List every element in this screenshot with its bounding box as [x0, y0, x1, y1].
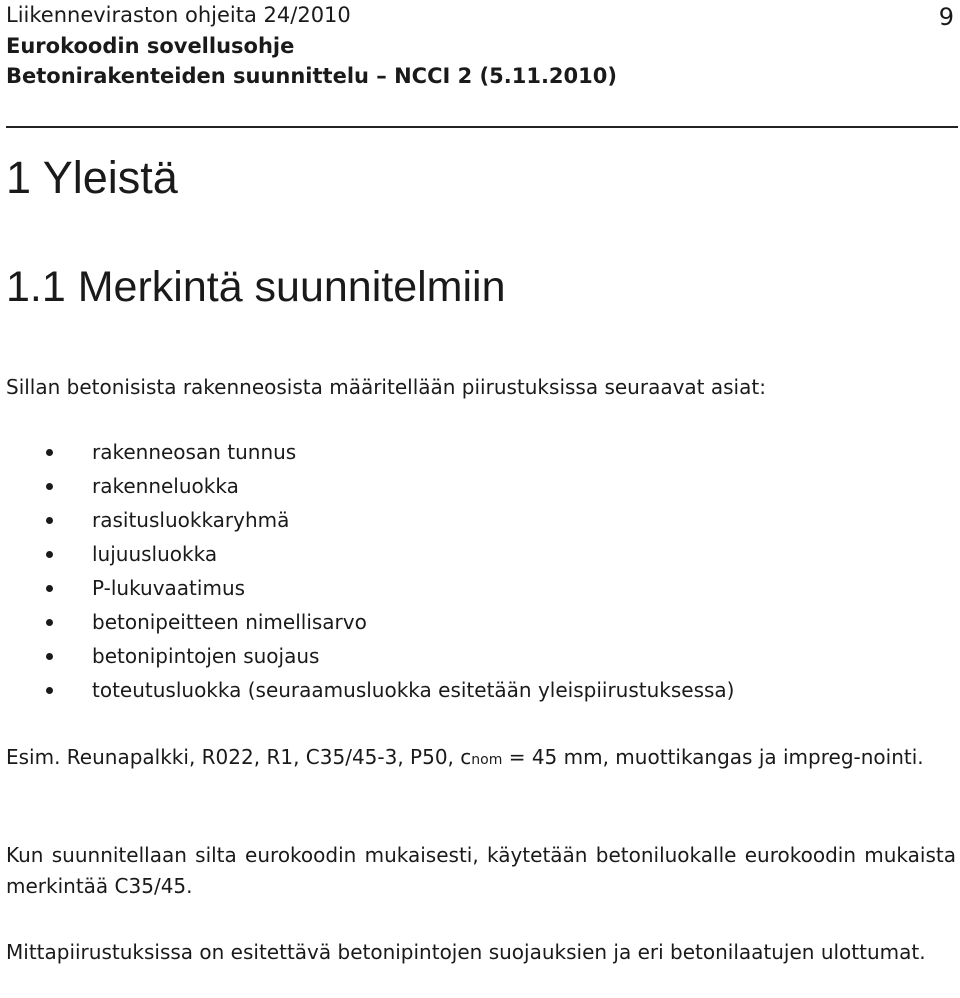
bullet-icon: [46, 517, 53, 524]
document-subtitle: Eurokoodin sovellusohje: [6, 34, 295, 58]
list-item: [0, 607, 734, 641]
list-item-text: toteutusluokka (seuraamusluokka esitetään yleispiirustuksessa): [92, 678, 735, 702]
subsection-heading: 1.1 Merkintä suunnitelmiin: [6, 263, 506, 311]
bullet-icon: [46, 585, 53, 592]
publication-series: Liikenneviraston ohjeita 24/2010: [6, 3, 351, 27]
list-item-text: betonipeitteen nimellisarvo: [92, 610, 367, 634]
list-item-text: rasitusluokkaryhmä: [92, 508, 290, 532]
bullet-icon: [46, 653, 53, 660]
list-item-text: betonipintojen suojaus: [92, 644, 320, 668]
drawings-paragraph: Mittapiirustuksissa on esitettävä betonipintojen suojauksien ja eri betonilaatujen ulottumat.: [6, 940, 926, 964]
nom-subscript: nom: [471, 752, 503, 768]
list-item: [0, 539, 734, 573]
list-item-text: rakenneluokka: [92, 474, 239, 498]
document-title: Betonirakenteiden suunnittelu – NCCI 2 (5.11.2010): [6, 64, 617, 88]
page-number: 9: [938, 3, 954, 31]
bullet-list: [0, 437, 734, 709]
bullet-icon: [46, 619, 53, 626]
section-heading: 1 Yleistä: [6, 152, 178, 203]
header-divider: [6, 126, 958, 128]
list-item: [0, 437, 734, 471]
example-paragraph: [6, 742, 956, 776]
list-item-text: lujuusluokka: [92, 542, 218, 566]
list-item-text: P-lukuvaatimus: [92, 576, 246, 600]
bullet-icon: [46, 551, 53, 558]
eurocode-paragraph: Kun suunnitellaan silta eurokoodin mukaisesti, käytetään betoniluokalle eurokoodin mukaista merkintää C35/45.: [6, 843, 956, 898]
bullet-icon: [46, 483, 53, 490]
bullet-icon: [46, 687, 53, 694]
list-item: [0, 573, 734, 607]
intro-paragraph: Sillan betonisista rakenneosista määritellään piirustuksissa seuraavat asiat:: [6, 375, 766, 399]
list-item-text: rakenneosan tunnus: [92, 440, 297, 464]
list-item: [0, 505, 734, 539]
example-text: Esim. Reunapalkki, R022, R1, C35/45-3, P50, c: [6, 745, 472, 769]
bullet-icon: [46, 449, 53, 456]
example-text-end: = 45 mm, muottikangas ja impreg-nointi.: [502, 745, 924, 769]
list-item: [0, 641, 734, 675]
list-item: [0, 471, 734, 505]
list-item: [0, 675, 734, 709]
